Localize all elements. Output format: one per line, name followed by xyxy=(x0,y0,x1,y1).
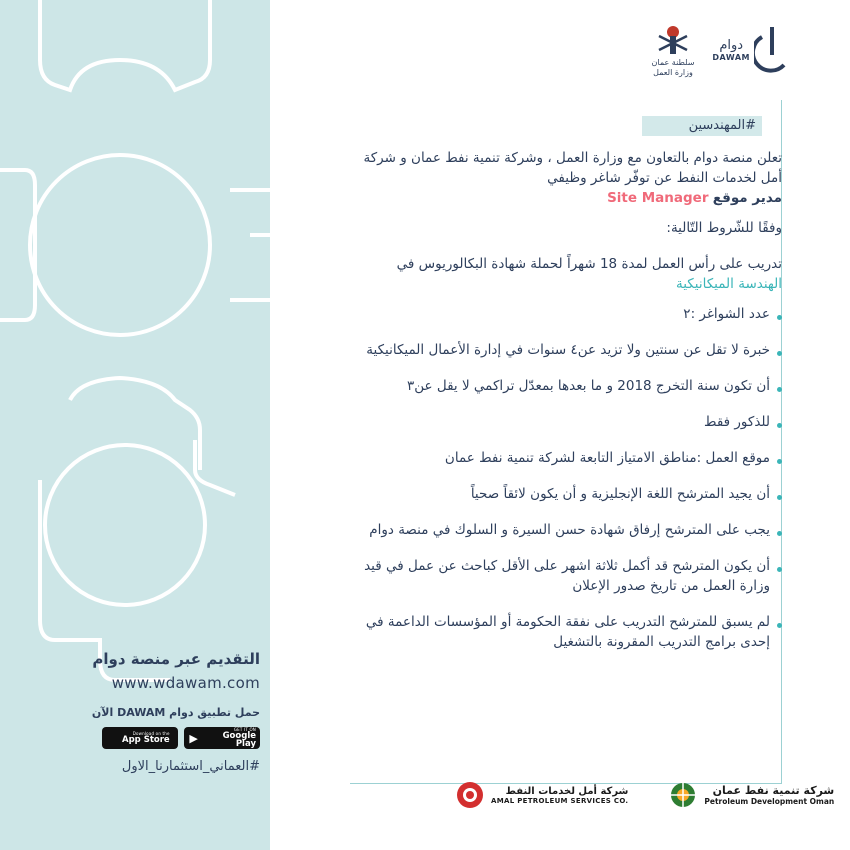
small-gear-ring xyxy=(45,445,205,605)
campaign-hashtag: #العماني_استثمارنا_الاول xyxy=(121,759,260,774)
amal-emblem-icon xyxy=(455,780,485,810)
google-play-badge[interactable] xyxy=(184,727,260,749)
bullet-icon xyxy=(777,423,782,428)
pdo-emblem-icon xyxy=(668,780,698,810)
google-play-icon: ▶ xyxy=(189,731,198,745)
google-play-small: GET IT ON xyxy=(233,726,256,732)
requirement-text: للذكور فقط xyxy=(704,414,770,430)
list-item xyxy=(352,412,782,432)
list-item xyxy=(352,556,782,596)
requirement-text: عدد الشواغر :٢ xyxy=(683,306,770,322)
requirement-text: أن يجيد المترشح اللغة الإنجليزية و أن يكون لائقاً صحياً xyxy=(470,486,770,502)
amal-logo xyxy=(455,780,628,810)
requirement-text: لم يسبق للمترشح التدريب على نفقة الحكومة أو المؤسسات الداعمة في إحدى برامج التدريب المقرونة بالتشغيل xyxy=(365,614,770,650)
big-gear-bottom xyxy=(70,378,200,470)
bullet-icon xyxy=(777,567,782,572)
dawam-logo-ar: دوام xyxy=(719,37,744,53)
bullet-icon xyxy=(777,531,782,536)
ministry-line2: وزارة العمل xyxy=(653,67,693,77)
bullet-icon xyxy=(777,315,782,320)
amal-name-ar: شركة أمل لخدمات النفط xyxy=(505,785,629,797)
requirement-text: موقع العمل :مناطق الامتياز التابعة لشركة تنمية نفط عمان xyxy=(444,450,770,466)
position-title xyxy=(352,188,782,208)
app-store-badge[interactable] xyxy=(102,727,178,749)
bullet-icon xyxy=(777,623,782,628)
header-logos xyxy=(652,22,790,77)
ministry-name xyxy=(652,58,695,77)
requirement-text: أن تكون سنة التخرج 2018 و ما بعدها بمعدّل تراكمي لا يقل عن٣ xyxy=(406,378,770,394)
intro-text: تعلن منصة دوام بالتعاون مع وزارة العمل ، وشركة تنمية نفط عمان و شركة أمل لخدمات النفط عن توفّر شاغر وظيفي xyxy=(363,150,782,186)
app-store-small: Download on the xyxy=(132,730,170,736)
job-announcement xyxy=(352,148,782,668)
category-hashtag: #المهندسين xyxy=(642,116,762,136)
training-text xyxy=(352,254,782,294)
apply-url-link[interactable]: www.wdawam.com xyxy=(111,674,260,692)
list-item xyxy=(352,340,782,360)
position-ar: مدير موقع xyxy=(712,190,782,206)
dawam-logo xyxy=(712,25,790,75)
oman-emblem-icon xyxy=(653,22,693,58)
pdo-name-ar: شركة تنمية نفط عمان xyxy=(712,784,835,797)
dawam-logo-en: DAWAM xyxy=(712,52,750,62)
pdo-logo xyxy=(668,780,834,810)
google-play-label: Google Play xyxy=(222,730,256,749)
requirement-text: خبرة لا تقل عن سنتين ولا تزيد عن٤ سنوات في إدارة الأعمال الميكانيكية xyxy=(366,342,770,358)
list-item xyxy=(352,612,782,652)
partner-logos xyxy=(455,780,834,810)
ministry-line1: سلطنة عمان xyxy=(651,58,695,67)
list-item xyxy=(352,448,782,468)
training-major: الهندسة الميكانيكية xyxy=(676,276,782,292)
position-en: Site Manager xyxy=(607,190,709,206)
apply-title: التقديم عبر منصة دوام xyxy=(92,650,260,668)
big-gear-hub xyxy=(30,155,210,335)
ministry-logo xyxy=(652,22,695,77)
big-gear-top xyxy=(40,0,210,90)
apply-section xyxy=(40,650,260,774)
dawam-mark-icon xyxy=(754,25,790,75)
requirement-text: أن يكون المترشح قد أكمل ثلاثة اشهر على الأقل كباحث عن عمل في قيد وزارة العمل من تاريخ صدور الإعلان xyxy=(364,558,770,594)
list-item xyxy=(352,520,782,540)
training-body: تدريب على رأس العمل لمدة 18 شهراً لحملة شهادة البكالوريوس في xyxy=(396,256,782,272)
app-store-label: App Store xyxy=(122,734,170,745)
conditions-title: وفقًا للشّروط التّالية: xyxy=(666,220,782,236)
requirement-text: يجب على المترشح إرفاق شهادة حسن السيرة و السلوك في منصة دوام xyxy=(369,522,770,538)
app-download-note: حمل تطبيق دوام DAWAM الآن xyxy=(91,706,260,719)
bullet-icon xyxy=(777,459,782,464)
pdo-name-en: Petroleum Development Oman xyxy=(704,797,835,806)
amal-name-en: AMAL PETROLEUM SERVICES CO. xyxy=(491,796,629,805)
list-item xyxy=(352,304,782,324)
bullet-icon xyxy=(777,351,782,356)
list-item xyxy=(352,376,782,396)
bullet-icon xyxy=(777,387,782,392)
store-badges xyxy=(40,727,260,749)
bullet-icon xyxy=(777,495,782,500)
left-panel xyxy=(0,0,270,850)
requirements-list xyxy=(352,304,782,652)
big-gear-teeth-right xyxy=(230,190,270,300)
list-item xyxy=(352,484,782,504)
